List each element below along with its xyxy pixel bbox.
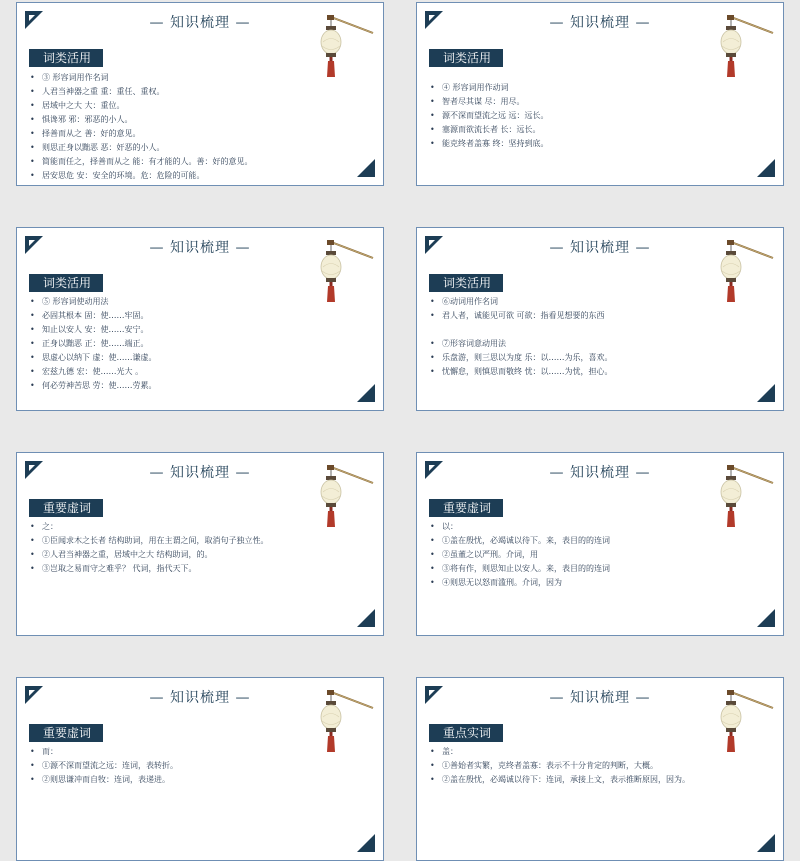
list-item: • 择善而从之 善：好的意见。 [29, 127, 323, 141]
bullet-list [429, 81, 723, 151]
list-item: • 乐盘游，则三思以为度 乐：以……为乐，喜欢。 [429, 351, 723, 365]
list-item: • ①盖在殷忧，必竭诚以待下。来，表目的的连词 [429, 534, 723, 548]
corner-ornament-bottom-right [357, 159, 375, 177]
bullet-list [29, 295, 323, 393]
section-tag: 重要虚词 [429, 499, 503, 517]
lantern-icon [717, 236, 777, 306]
slide-thumbnail-5[interactable] [16, 452, 384, 636]
list-item: • 必固其根本 固：使……牢固。 [29, 309, 323, 323]
slide-title: — 知识梳理 — [549, 240, 651, 256]
list-item: • 正身以黜恶 正：使……端正。 [29, 337, 323, 351]
list-item: • ⑦形容词意动用法 [429, 337, 723, 351]
list-item: • ③将有作，则思知止以安人。来，表目的的连词 [429, 562, 723, 576]
corner-ornament-bottom-right [357, 834, 375, 852]
list-item: • 能克终者盖寡 终：坚持到底。 [429, 137, 723, 151]
list-item [429, 323, 723, 337]
list-item: • ⑥动词用作名词 [429, 295, 723, 309]
list-item: • ②虽董之以严刑。介词，用 [429, 548, 723, 562]
list-item: • 居安思危 安：安全的环境。危：危险的可能。 [29, 169, 323, 183]
section-tag: 词类活用 [429, 274, 503, 292]
list-item: • 之： [29, 520, 323, 534]
slide-title: — 知识梳理 — [149, 465, 251, 481]
corner-ornament-bottom-right [757, 834, 775, 852]
slide-thumbnail-6[interactable] [416, 452, 784, 636]
list-item: • 忧懈怠，则慎思而敬终 忧：以……为忧，担心。 [429, 365, 723, 379]
lantern-icon [317, 11, 377, 81]
list-item: • ③ 形容词用作名词 [29, 71, 323, 85]
list-item: • 以： [429, 520, 723, 534]
list-item: • ④ 形容词用作动词 [429, 81, 723, 95]
list-item: • ④则思无以怒而滥刑。介词，因为 [429, 576, 723, 590]
lantern-icon [317, 236, 377, 306]
list-item: • 则思正身以黜恶 恶：奸恶的小人。 [29, 141, 323, 155]
list-item: • 源不深而望流之远 远：远长。 [429, 109, 723, 123]
list-item: • ②人君当神器之重，居域中之大 结构助词，的。 [29, 548, 323, 562]
corner-ornament-bottom-right [757, 384, 775, 402]
list-item: • ①臣闻求木之长者 结构助词，用在主谓之间，取消句子独立性。 [29, 534, 323, 548]
corner-ornament-bottom-right [757, 159, 775, 177]
section-tag: 重要虚词 [29, 499, 103, 517]
bullet-list [429, 745, 723, 787]
list-item: • 人君当神器之重 重：重任、重权。 [29, 85, 323, 99]
slide-title: — 知识梳理 — [149, 690, 251, 706]
bullet-list [29, 71, 323, 183]
slide-thumbnail-4[interactable] [416, 227, 784, 411]
list-item: • ③岂取之易而守之难乎？ 代词，指代天下。 [29, 562, 323, 576]
slide-thumbnail-8[interactable] [416, 677, 784, 861]
section-tag: 重要虚词 [29, 724, 103, 742]
slide-thumbnail-7[interactable] [16, 677, 384, 861]
section-tag: 词类活用 [429, 49, 503, 67]
corner-ornament-bottom-right [357, 384, 375, 402]
slide-thumbnail-1[interactable] [16, 2, 384, 186]
list-item: • 何必劳神苦思 劳：使……劳累。 [29, 379, 323, 393]
corner-ornament-bottom-right [357, 609, 375, 627]
lantern-icon [717, 461, 777, 531]
list-item: • 君人者，诚能见可欲 可欲：指看见想要的东西 [429, 309, 723, 323]
list-item: • ⑤ 形容词使动用法 [29, 295, 323, 309]
slide-thumbnail-2[interactable] [416, 2, 784, 186]
list-item: • 简能而任之，择善而从之 能：有才能的人。善：好的意见。 [29, 155, 323, 169]
list-item: • 居域中之大 大：重位。 [29, 99, 323, 113]
bullet-list [429, 295, 723, 379]
bullet-list [29, 745, 323, 787]
slide-title: — 知识梳理 — [549, 465, 651, 481]
list-item: • 盖： [429, 745, 723, 759]
lantern-icon [317, 461, 377, 531]
lantern-icon [317, 686, 377, 756]
list-item: • ②则思谦冲而自牧：连词，表递进。 [29, 773, 323, 787]
slide-title: — 知识梳理 — [549, 690, 651, 706]
list-item: • ①善始者实繁，克终者盖寡：表示不十分肯定的判断，大概。 [429, 759, 723, 773]
lantern-icon [717, 11, 777, 81]
list-item: • 宏兹九德 宏：使……光大 。 [29, 365, 323, 379]
section-tag: 词类活用 [29, 274, 103, 292]
bullet-list [429, 520, 723, 590]
corner-ornament-bottom-right [757, 609, 775, 627]
list-item: • 思虚心以纳下 虚：使……谦虚。 [29, 351, 323, 365]
slide-thumbnail-3[interactable] [16, 227, 384, 411]
slide-title: — 知识梳理 — [149, 240, 251, 256]
list-item: • 知止以安人 安：使……安宁。 [29, 323, 323, 337]
section-tag: 重点实词 [429, 724, 503, 742]
list-item: • ②盖在殷忧，必竭诚以待下：连词，承接上文，表示推断原因，因为。 [429, 773, 723, 787]
slide-title: — 知识梳理 — [149, 15, 251, 31]
bullet-list [29, 520, 323, 576]
list-item: • ①源不深而望流之远：连词，表转折。 [29, 759, 323, 773]
section-tag: 词类活用 [29, 49, 103, 67]
list-item: • 智者尽其谋 尽：用尽。 [429, 95, 723, 109]
list-item: • 惧谗邪 邪：邪恶的小人。 [29, 113, 323, 127]
list-item: • 而： [29, 745, 323, 759]
slide-title: — 知识梳理 — [549, 15, 651, 31]
lantern-icon [717, 686, 777, 756]
list-item: • 塞源而欲流长者 长：远长。 [429, 123, 723, 137]
